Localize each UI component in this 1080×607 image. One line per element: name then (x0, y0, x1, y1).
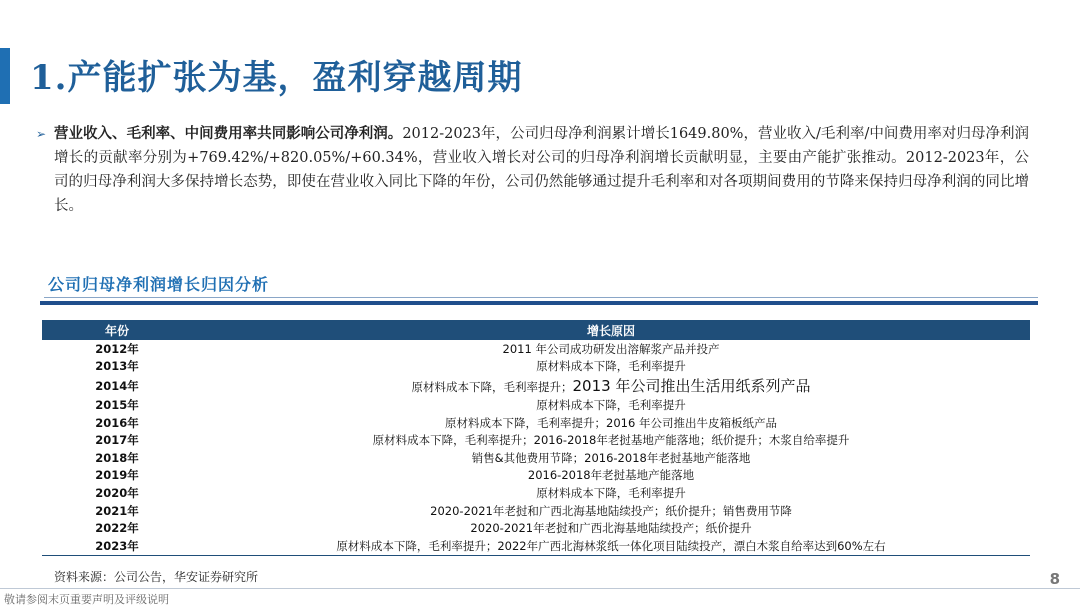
row-year: 2018年 (95, 450, 139, 465)
source-note: 资料来源：公司公告，华安证券研究所 (54, 570, 259, 584)
row-year: 2023年 (42, 537, 192, 555)
row-reason: 2016-2018年老挝基地产能落地 (527, 468, 695, 483)
footer-divider (0, 588, 1080, 589)
row-reason: 原材料成本下降，毛利率提升；2016 年公司推出牛皮箱板纸产品 (445, 415, 777, 430)
section-divider-thick (40, 301, 1038, 305)
header-reason: 增长原因 (192, 320, 1030, 340)
row-reason: 原材料成本下降，毛利率提升；2022年广西北海林浆纸一体化项目陆续投产，漂白木浆自给率达到60%左右 (192, 537, 1030, 555)
row-year: 2015年 (95, 397, 139, 412)
row-reason: 2020-2021年老挝和广西北海基地陆续投产；纸价提升；销售费用节降 (430, 503, 792, 518)
row-reason: 原材料成本下降，毛利率提升；2016-2018年老挝基地产能落地；纸价提升；木浆自给率提升 (372, 433, 850, 448)
row-reason: 原材料成本下降，毛利率提升 (536, 359, 686, 374)
row-reason: 原材料成本下降，毛利率提升 (536, 485, 686, 500)
table-row (42, 340, 1030, 358)
growth-attribution-table (42, 320, 1030, 556)
row-year: 2017年 (95, 433, 139, 448)
row-reason-highlight: 2013 年公司推出生活用纸系列产品 (572, 377, 811, 396)
header-year: 年份 (42, 320, 192, 340)
row-year: 2012年 (95, 341, 139, 356)
table-row (42, 414, 1030, 432)
row-year: 2020年 (95, 485, 139, 500)
row-reason: 原材料成本下降，毛利率提升 (536, 397, 686, 412)
table-row (42, 431, 1030, 449)
row-year: 2022年 (95, 521, 139, 536)
bullet-arrow-icon: ➢ (36, 127, 47, 141)
table-header-row (42, 320, 1030, 340)
summary-lead: 营业收入、毛利率、中间费用率共同影响公司净利润。 (54, 125, 403, 142)
title-accent-bar (0, 48, 10, 104)
row-reason: 原材料成本下降，毛利率提升； (411, 380, 573, 395)
summary-body: 2012-2023年，公司归母净利润累计增长1649.80%，营业收入/毛利率/中间费用率对归母净利润增长的贡献率分别为+769.42%/+820.05%/+60.34%，营业收入增长对公司的归母净利润增长贡献明显，主要由产能扩张推动。2012-2023年，公司的归母净利润大多保持增长态势，即使在营业收入同比下降的年份，公司仍然能够通过提升毛利率和对各项期间费用的节降来保持归母净利润的同比增长。 (54, 126, 1030, 214)
row-reason: 2011 年公司成功研发出溶解浆产品并投产 (502, 341, 720, 356)
row-reason: 销售&其他费用节降；2016-2018年老挝基地产能落地 (471, 450, 751, 465)
table-row (42, 467, 1030, 485)
row-reason-cell (192, 375, 1030, 396)
table-row (42, 502, 1030, 520)
disclaimer-text: 敬请参阅末页重要声明及评级说明 (4, 593, 169, 606)
table-row (42, 396, 1030, 414)
section-divider-thin (44, 297, 1038, 298)
row-year: 2016年 (95, 415, 139, 430)
table-row (42, 358, 1030, 376)
summary-paragraph (36, 122, 1030, 218)
page-number: 8 (1049, 570, 1060, 588)
table-row (42, 537, 1030, 555)
section-heading: 公司归母净利润增长归因分析 (48, 275, 270, 294)
row-year: 2021年 (95, 503, 139, 518)
row-reason: 2020-2021年老挝和广西北海基地陆续投产；纸价提升 (470, 521, 752, 536)
table-row (42, 519, 1030, 537)
table-row (42, 484, 1030, 502)
row-year: 2014年 (95, 378, 139, 393)
row-year: 2013年 (95, 359, 139, 374)
row-year: 2019年 (95, 468, 139, 483)
table-row (42, 375, 1030, 396)
table-row (42, 449, 1030, 467)
page-title: 1.产能扩张为基，盈利穿越周期 (30, 58, 523, 98)
